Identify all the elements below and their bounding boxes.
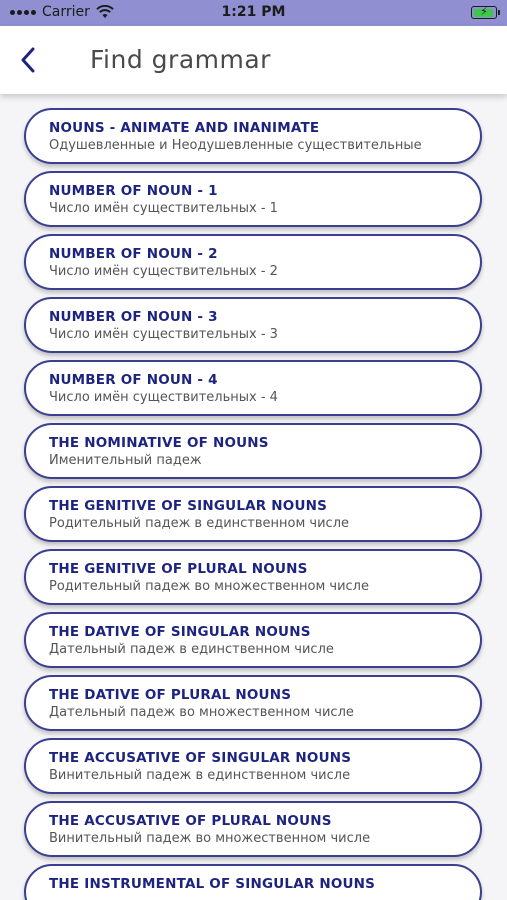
status-bar — [0, 0, 507, 26]
item-title: THE ACCUSATIVE OF SINGULAR NOUNS — [49, 750, 352, 766]
grammar-list-item[interactable] — [24, 423, 482, 479]
item-subtitle: Дательный падеж в единственном числе — [49, 642, 334, 657]
item-subtitle: Число имён существительных - 4 — [49, 390, 278, 405]
grammar-list-item[interactable] — [24, 675, 482, 731]
item-subtitle: Именительный падеж — [49, 453, 202, 468]
item-title: NUMBER OF NOUN - 4 — [49, 372, 218, 388]
grammar-list-item[interactable] — [24, 360, 482, 416]
page-title: Find grammar — [90, 45, 271, 74]
item-subtitle: Число имён существительных - 3 — [49, 327, 278, 342]
grammar-list-item[interactable] — [24, 549, 482, 605]
battery-charging-icon: ⚡ — [471, 6, 497, 19]
grammar-list-item[interactable] — [24, 864, 482, 900]
item-subtitle: Число имён существительных - 2 — [49, 264, 278, 279]
chevron-left-icon — [20, 47, 36, 73]
item-title: NUMBER OF NOUN - 1 — [49, 183, 218, 199]
item-title: NUMBER OF NOUN - 3 — [49, 309, 218, 325]
item-title: THE INSTRUMENTAL OF SINGULAR NOUNS — [49, 876, 376, 892]
item-subtitle: Число имён существительных - 1 — [49, 201, 278, 216]
item-subtitle: Родительный падеж в единственном числе — [49, 516, 349, 531]
grammar-list-item[interactable] — [24, 612, 482, 668]
item-title: THE DATIVE OF PLURAL NOUNS — [49, 687, 292, 703]
item-title: THE NOMINATIVE OF NOUNS — [49, 435, 269, 451]
grammar-list[interactable] — [0, 94, 507, 900]
grammar-list-item[interactable] — [24, 171, 482, 227]
item-subtitle: Родительный падеж во множественном числе — [49, 579, 369, 594]
item-title: THE ACCUSATIVE OF PLURAL NOUNS — [49, 813, 332, 829]
item-subtitle: Винительный падеж во множественном числе — [49, 831, 371, 846]
grammar-list-item[interactable] — [24, 801, 482, 857]
item-title: NUMBER OF NOUN - 2 — [49, 246, 218, 262]
navigation-bar — [0, 26, 507, 94]
carrier-label: Carrier — [42, 4, 90, 20]
item-title: THE GENITIVE OF PLURAL NOUNS — [49, 561, 308, 577]
status-time: 1:21 PM — [221, 4, 286, 20]
grammar-list-item[interactable] — [24, 108, 482, 164]
item-subtitle: Дательный падеж во множественном числе — [49, 705, 354, 720]
grammar-list-item[interactable] — [24, 738, 482, 794]
back-button[interactable] — [12, 44, 44, 76]
grammar-list-item[interactable] — [24, 234, 482, 290]
item-title: THE GENITIVE OF SINGULAR NOUNS — [49, 498, 328, 514]
grammar-list-item[interactable] — [24, 297, 482, 353]
item-subtitle: Одушевленные и Неодушевленные существительные — [49, 138, 422, 153]
item-title: NOUNS - ANIMATE AND INANIMATE — [49, 120, 320, 136]
item-subtitle: Винительный падеж в единственном числе — [49, 768, 351, 783]
item-title: THE DATIVE OF SINGULAR NOUNS — [49, 624, 311, 640]
grammar-list-item[interactable] — [24, 486, 482, 542]
